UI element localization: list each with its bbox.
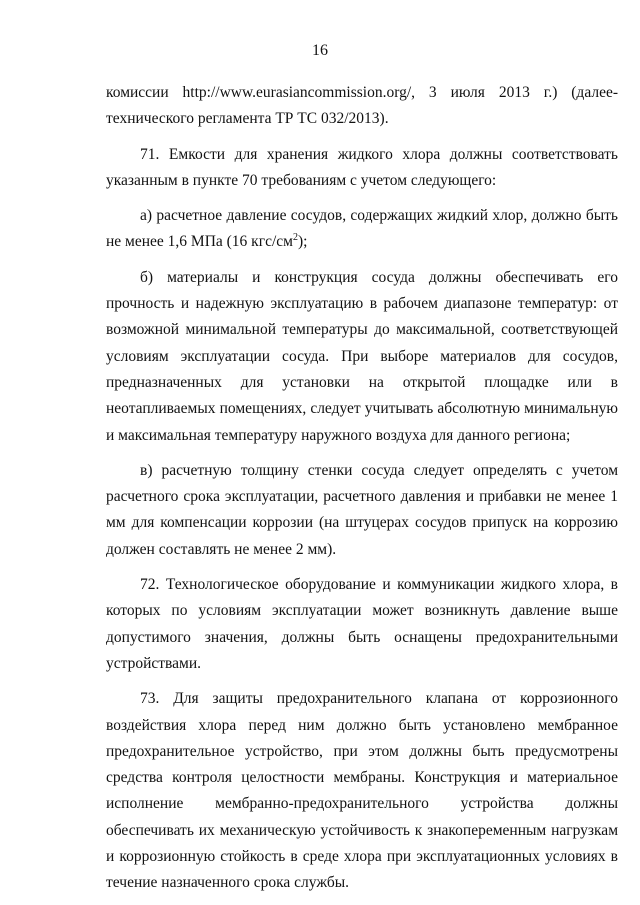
paragraph-line: комиссии http://www.eurasiancommission.org/, 3 июля 2013 г.) (далее- — [106, 84, 618, 101]
paragraph-line: технического регламента ТР ТС 032/2013). — [106, 110, 389, 128]
document-body — [106, 80, 618, 897]
paragraph-item-71 — [106, 142, 618, 195]
text-segment: не менее 1,6 МПа (16 кгс/см — [106, 233, 293, 251]
paragraph-continuation — [106, 80, 618, 133]
paragraph-line: 71. Емкости для хранения жидкого хлора должны соответствовать — [140, 145, 618, 163]
superscript: 2 — [292, 232, 298, 244]
paragraph-line: а) расчетное давление сосудов, содержащих жидкий хлор, должно быть — [140, 207, 618, 225]
paragraph-line: указанным в пункте 70 требованиям с учетом следующего: — [106, 171, 497, 189]
paragraph-item-72: 72. Технологическое оборудование и коммуникации жидкого хлора, в которых по условиям эксплуатации может возникнуть давление выше допустимого значения, должны быть оснащены предохранительными устройствами. — [106, 576, 618, 672]
text-segment: ); — [297, 233, 308, 251]
paragraph-item-71-a — [106, 203, 618, 256]
paragraph-item-73: 73. Для защиты предохранительного клапана от коррозионного воздействия хлора перед ним должно быть установлено мембранное предохранительное устройство, при этом должны быть предусмотрены средства контроля целостности мембраны. Конструкция и материальное исполнение мембранно-предохранительного устройства должны обеспечивать их механическую устойчивость к знакопеременным нагрузкам и коррозионную стойкость в среде хлора при эксплуатационных условиях в течение назначенного срока службы. — [106, 690, 618, 892]
paragraph-item-71-b: б) материалы и конструкция сосуда должны обеспечивать его прочность и надежную эксплуатацию в рабочем диапазоне температур: от возможной минимальной температуры до максимальной, соответствующей условиям эксплуатации сосуда. При выборе материалов для сосудов, предназначенных для установки на открытой площадке или в неотапливаемых помещениях, следует учитывать абсолютную минимальную и максимальная температуру наружного воздуха для данного региона; — [106, 268, 618, 444]
page-number: 16 — [312, 42, 328, 59]
paragraph-item-71-v: в) расчетную толщину стенки сосуда следует определять с учетом расчетного срока эксплуатации, расчетного давления и прибавки не менее 1 мм для компенсации коррозии (на штуцерах сосудов припуск на коррозию должен составлять не менее 2 мм). — [106, 461, 618, 558]
paragraph-line — [106, 229, 618, 255]
